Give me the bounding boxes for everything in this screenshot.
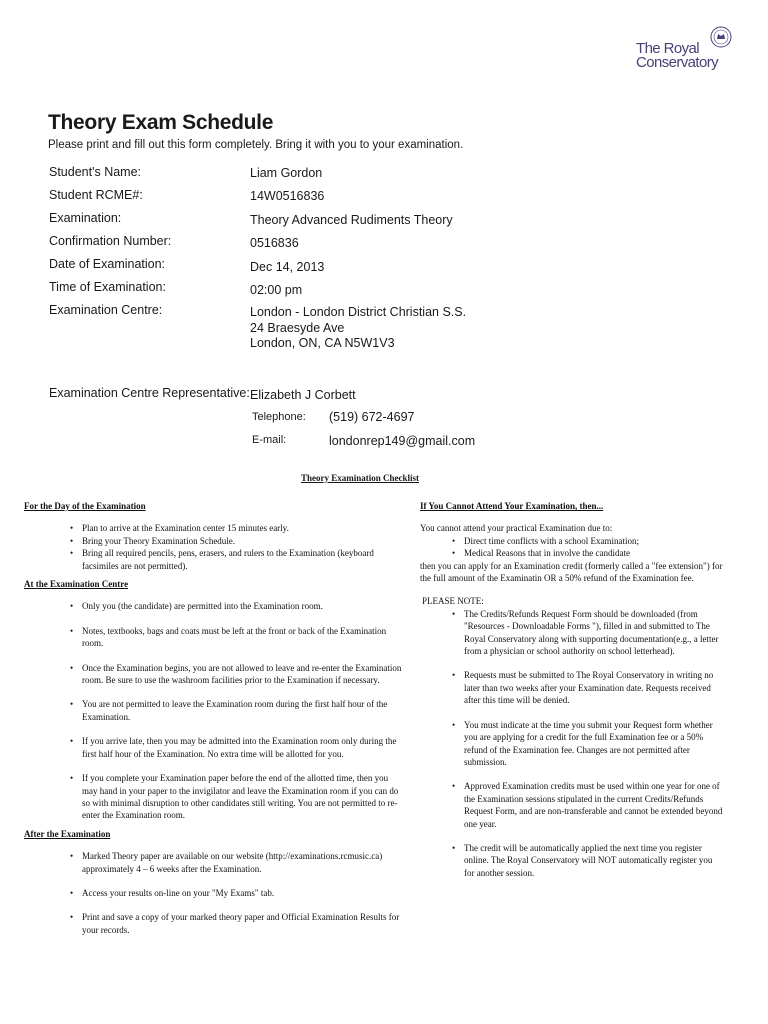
- after-list: [70, 850, 404, 936]
- list-item: • Approved Examination credits must be used within one year for one of the Examination sessions stipulated in the current Credits/Refunds Request Form, and are non-transferable and cannot be extended beyond one year.: [452, 780, 725, 830]
- please-note-label: PLEASE NOTE:: [422, 596, 484, 607]
- day-list: [70, 522, 404, 572]
- logo-wordmark: [636, 42, 718, 70]
- representative-value: Elizabeth J Corbett: [250, 388, 356, 402]
- note-list: [452, 608, 725, 879]
- exam-value: Theory Advanced Rudiments Theory: [250, 213, 453, 227]
- list-item: • You are not permitted to leave the Examination room during the first half hour of the Examination.: [70, 698, 404, 723]
- rcm-logo: [636, 26, 746, 80]
- list-item: • If you complete your Examination paper before the end of the allotted time, then you may hand in your paper to the invigilator and leave the Examination room if you can do so with minimal disruption to other candidates still writing. You are not permitted to re-enter the Examination room.: [70, 772, 404, 822]
- list-item: • The credit will be automatically applied the next time you register online. The Royal Conservatory will NOT automatically register you for another session.: [452, 842, 725, 879]
- rcme-label: Student RCME#:: [49, 188, 143, 202]
- list-item: • Access your results on-line on your "My Exams" tab.: [70, 887, 404, 899]
- list-item: • Direct time conflicts with a school Examination;: [452, 535, 725, 547]
- list-item: • Only you (the candidate) are permitted into the Examination room.: [70, 600, 404, 612]
- page-title: Theory Exam Schedule: [48, 111, 274, 134]
- time-label: Time of Examination:: [49, 280, 166, 294]
- confirmation-value: 0516836: [250, 236, 299, 250]
- after-heading: After the Examination: [24, 828, 111, 839]
- representative-label: Examination Centre Representative:: [49, 386, 250, 400]
- telephone-value: (519) 672-4697: [329, 410, 415, 424]
- list-item: • Bring all required pencils, pens, erasers, and rulers to the Examination (keyboard facsimiles are not permitted).: [70, 547, 404, 572]
- logo-line-1: The Royal: [636, 40, 699, 57]
- telephone-label: Telephone:: [252, 411, 306, 423]
- confirmation-label: Confirmation Number:: [49, 234, 172, 248]
- centre-address: [250, 305, 466, 352]
- day-heading: For the Day of the Examination: [24, 501, 146, 511]
- credit-text: then you can apply for an Examination credit (formerly called a "fee extension") for the full amount of the Examinatin OR a 50% refund of the Examination fee.: [420, 560, 723, 584]
- cannot-attend-heading: If You Cannot Attend Your Examination, then...: [420, 501, 604, 511]
- centre-line-3: London, ON, CA N5W1V3: [250, 336, 395, 350]
- centre-line-2: 24 Braesyde Ave: [250, 320, 345, 335]
- centre-heading: At the Examination Centre: [24, 579, 129, 590]
- list-item: • Notes, textbooks, bags and coats must be left at the front or back of the Examination room.: [70, 625, 404, 650]
- student-name-label: Student's Name:: [49, 165, 142, 179]
- time-value: 02:00 pm: [250, 283, 303, 297]
- cannot-attend-intro: You cannot attend your practical Examination due to:: [420, 523, 613, 534]
- student-name-value: Liam Gordon: [250, 166, 323, 180]
- right-column: [420, 500, 725, 879]
- list-item: • You must indicate at the time you submit your Request form whether you are applying for a credit for the full Examination fee or a 50% refund of the Examination fee. Changes are not permitted after submission.: [452, 719, 725, 769]
- rcme-value: 14W0516836: [250, 189, 325, 203]
- exam-label: Examination:: [49, 211, 122, 225]
- list-item: • The Credits/Refunds Request Form should be downloaded (from "Resources - Downloadable Forms "), filled in and submitted to The Royal Conservatory along with supporting documentation(e.g., a letter from a physician or school authority on school letterhead).: [452, 608, 725, 658]
- centre-label: Examination Centre:: [49, 303, 163, 317]
- centre-list: [70, 600, 404, 821]
- list-item: • Medical Reasons that in involve the candidate: [452, 547, 725, 559]
- list-item: • If you arrive late, then you may be admitted into the Examination room only during the first half hour of the Examination. No extra time will be allotted for you.: [70, 735, 404, 760]
- cannot-attend-list: [452, 535, 725, 560]
- list-item: • Requests must be submitted to The Royal Conservatory in writing no later than two weeks after your Examination date. Requests received after this time will be denied.: [452, 669, 725, 706]
- list-item: • Marked Theory paper are available on our website (http://examinations.rcmusic.ca) approximately 4 – 6 weeks after the Examination.: [70, 850, 404, 875]
- left-column: [24, 500, 404, 936]
- centre-line-1: London - London District Christian S.S.: [250, 305, 467, 319]
- list-item: • Once the Examination begins, you are not allowed to leave and re-enter the Examination room. Be sure to use the washroom facilities prior to the Examination if necessary.: [70, 662, 404, 687]
- logo-line-2: Conservatory: [636, 54, 719, 71]
- date-value: Dec 14, 2013: [250, 260, 325, 274]
- list-item: • Bring your Theory Examination Schedule.: [70, 535, 404, 547]
- page-subtitle: Please print and fill out this form completely. Bring it with you to your examination.: [48, 139, 464, 151]
- email-label: E-mail:: [252, 434, 287, 446]
- list-item: • Print and save a copy of your marked theory paper and Official Examination Results for your records.: [70, 911, 404, 936]
- list-item: • Plan to arrive at the Examination center 15 minutes early.: [70, 522, 404, 534]
- checklist-title: Theory Examination Checklist: [300, 473, 419, 483]
- email-value: londonrep149@gmail.com: [329, 434, 476, 448]
- date-label: Date of Examination:: [49, 257, 166, 271]
